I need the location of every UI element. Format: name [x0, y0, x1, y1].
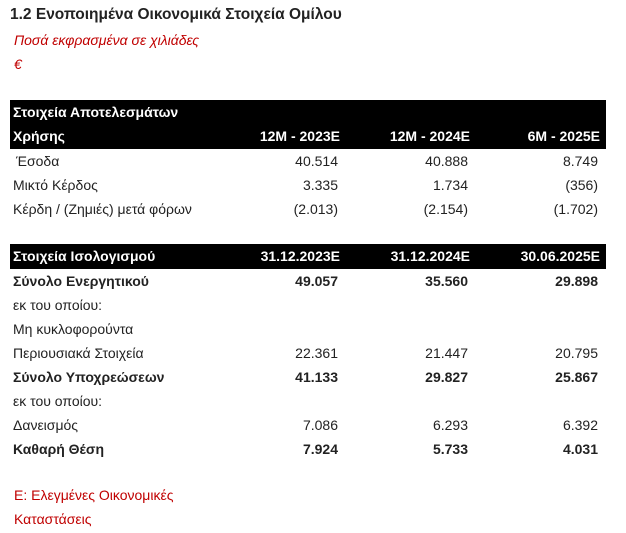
balance-section-title: Στοιχεία Ισολογισμού — [10, 244, 216, 269]
table-row — [10, 197, 606, 221]
cell-value — [216, 293, 346, 317]
row-label: Σύνολο Υποχρεώσεων — [13, 369, 165, 385]
cell-value: 40.514 — [295, 153, 338, 169]
cell-value — [216, 389, 346, 413]
cell-value: (2.013) — [293, 201, 338, 217]
table-row — [10, 437, 606, 461]
income-section-header — [10, 100, 606, 124]
cell-value: 3.335 — [302, 177, 338, 193]
table-row — [10, 173, 606, 197]
cell-value — [346, 317, 476, 341]
cell-value: 49.057 — [295, 273, 338, 289]
row-label: Μη κυκλοφορούντα — [13, 321, 134, 337]
page-title: 1.2 Ενοποιημένα Οικονομικά Στοιχεία Ομίλου — [10, 6, 342, 23]
cell-value: 21.447 — [425, 345, 468, 361]
income-section-title: Στοιχεία Αποτελεσμάτων — [10, 100, 216, 124]
cell-value: 20.795 — [555, 345, 598, 361]
cell-value — [476, 389, 606, 413]
year-label: Χρήσης — [10, 124, 216, 149]
cell-value: 29.827 — [425, 369, 468, 385]
row-label: Περιουσιακά Στοιχεία — [13, 345, 144, 361]
table-row — [10, 413, 606, 437]
balance-section-header — [10, 244, 606, 269]
cell-value: 29.898 — [555, 273, 598, 289]
currency-symbol: € — [14, 56, 22, 72]
units-note: Ποσά εκφρασμένα σε χιλιάδες — [14, 32, 200, 48]
column-header: 31.12.2023E — [216, 244, 346, 269]
cell-value: (1.702) — [553, 201, 598, 217]
footnote-line-1: Ε: Ελεγμένες Οικονομικές — [14, 487, 174, 503]
table-row — [10, 317, 606, 341]
cell-value: 4.031 — [562, 441, 598, 457]
cell-value: 6.293 — [432, 417, 468, 433]
cell-value: 35.560 — [425, 273, 468, 289]
column-header: 31.12.2024E — [346, 244, 476, 269]
footnote-line-2: Καταστάσεις — [14, 511, 92, 527]
cell-value — [476, 317, 606, 341]
column-header: 12M - 2024E — [346, 124, 476, 149]
table-row — [10, 269, 606, 294]
table-row — [10, 389, 606, 413]
cell-value: 25.867 — [555, 369, 598, 385]
income-statement-table — [10, 100, 606, 221]
row-label: εκ του οποίου: — [13, 393, 103, 409]
table-row — [10, 341, 606, 365]
column-header: 6M - 2025E — [476, 124, 606, 149]
cell-value — [476, 293, 606, 317]
cell-value — [346, 389, 476, 413]
row-label: εκ του οποίου: — [13, 297, 103, 313]
income-column-header — [10, 124, 606, 149]
column-header: 30.06.2025E — [476, 244, 606, 269]
column-header: 12M - 2023E — [216, 124, 346, 149]
row-label: Σύνολο Ενεργητικού — [13, 273, 149, 289]
cell-value: 7.924 — [302, 441, 338, 457]
cell-value: 22.361 — [295, 345, 338, 361]
cell-value — [216, 317, 346, 341]
cell-value: (356) — [565, 177, 598, 193]
cell-value: 6.392 — [562, 417, 598, 433]
cell-value: 8.749 — [562, 153, 598, 169]
cell-value: (2.154) — [423, 201, 468, 217]
cell-value: 1.734 — [432, 177, 468, 193]
cell-value: 5.733 — [432, 441, 468, 457]
table-row — [10, 149, 606, 174]
cell-value — [346, 293, 476, 317]
row-label: Μικτό Κέρδος — [13, 177, 98, 193]
cell-value: 7.086 — [302, 417, 338, 433]
row-label: Δανεισμός — [13, 417, 79, 433]
row-label: Έσοδα — [16, 153, 60, 169]
cell-value: 40.888 — [425, 153, 468, 169]
balance-sheet-table — [10, 244, 606, 461]
cell-value: 41.133 — [295, 369, 338, 385]
table-row — [10, 293, 606, 317]
row-label: Κέρδη / (Ζημιές) μετά φόρων — [13, 201, 192, 217]
row-label: Καθαρή Θέση — [13, 441, 105, 457]
table-row — [10, 365, 606, 389]
